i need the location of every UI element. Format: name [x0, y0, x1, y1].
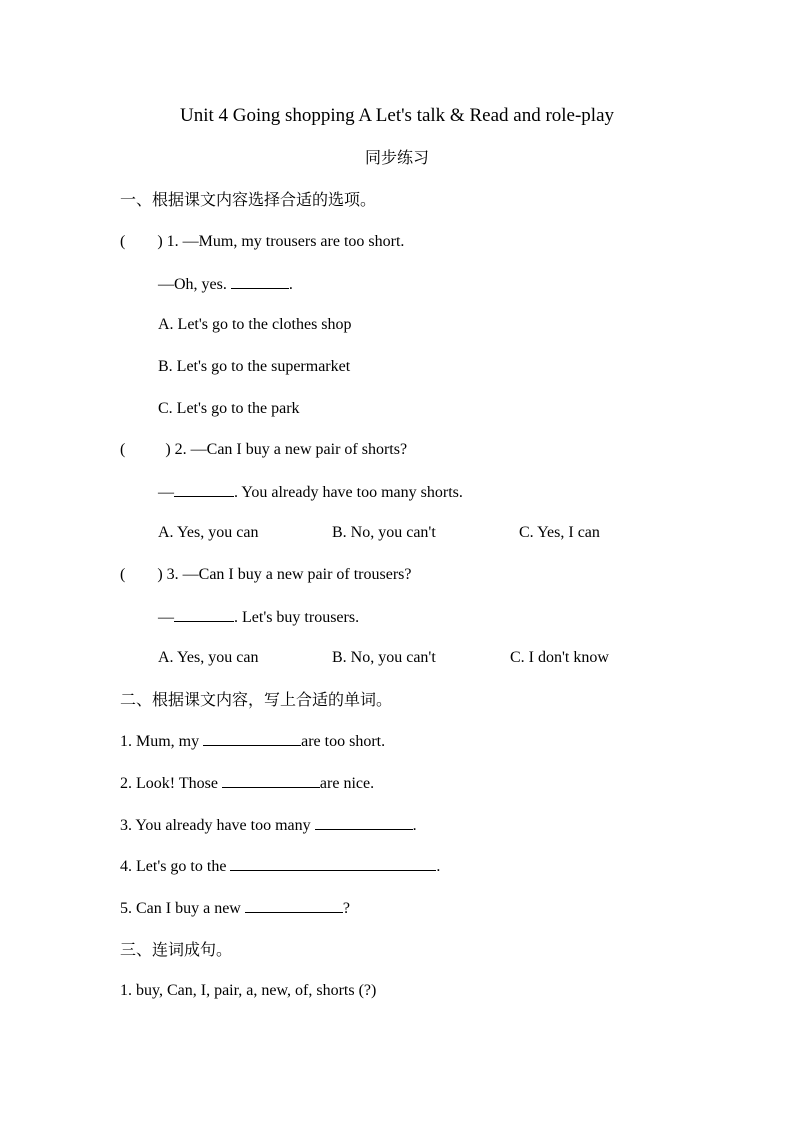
- fill-blank-4[interactable]: [230, 856, 436, 871]
- q3-option-a: A. Yes, you can: [158, 649, 259, 666]
- fill-item-4: [120, 856, 440, 877]
- q1-reply-suffix: .: [288, 276, 293, 293]
- q1-option-c: C. Let's go to the park: [158, 400, 300, 417]
- fill-blank-2[interactable]: [222, 773, 320, 788]
- fill-item-suffix: .: [412, 817, 417, 834]
- q3-reply-prefix: —: [158, 609, 174, 626]
- fill-item-1: [120, 731, 385, 752]
- fill-blank-3[interactable]: [315, 815, 413, 830]
- fill-item-prefix: 1. Mum, my: [120, 733, 204, 750]
- q3-answer-blank[interactable]: [174, 607, 234, 622]
- fill-item-5: [120, 898, 350, 919]
- q2-reply: [158, 482, 463, 503]
- page-title: Unit 4 Going shopping A Let's talk & Read and role-play: [179, 105, 615, 126]
- q1-question: ( ) 1. —Mum, my trousers are too short.: [120, 233, 405, 250]
- q3-question: ( ) 3. —Can I buy a new pair of trousers?: [120, 566, 412, 583]
- fill-item-prefix: 4. Let's go to the: [120, 858, 231, 875]
- section-2-heading: 二、根据课文内容，写上合适的单词。: [120, 690, 393, 709]
- q2-question: ( ) 2. —Can I buy a new pair of shorts?: [120, 441, 408, 458]
- section-3-heading: 三、连词成句。: [120, 940, 233, 959]
- q3-reply-suffix: . Let's buy trousers.: [234, 609, 360, 626]
- q1-option-a: A. Let's go to the clothes shop: [158, 316, 352, 333]
- fill-item-suffix: .: [436, 858, 441, 875]
- fill-item-prefix: 2. Look! Those: [120, 775, 222, 792]
- q1-answer-blank[interactable]: [231, 274, 289, 289]
- section-1-heading: 一、根据课文内容选择合适的选项。: [120, 190, 377, 209]
- fill-item-prefix: 3. You already have too many: [120, 817, 315, 834]
- fill-item-prefix: 5. Can I buy a new: [120, 900, 245, 917]
- q2-reply-suffix: . You already have too many shorts.: [234, 484, 463, 501]
- q2-option-a: A. Yes, you can: [158, 524, 259, 541]
- fill-item-suffix: ?: [342, 900, 350, 917]
- fill-item-2: [120, 773, 374, 794]
- fill-item-suffix: are nice.: [319, 775, 375, 792]
- q3-option-c: C. I don't know: [510, 649, 609, 666]
- q3-option-b: B. No, you can't: [332, 649, 436, 666]
- fill-item-suffix: are too short.: [301, 733, 386, 750]
- q2-option-b: B. No, you can't: [332, 524, 436, 541]
- q1-option-b: B. Let's go to the supermarket: [158, 358, 351, 375]
- fill-blank-1[interactable]: [203, 731, 301, 746]
- q1-reply-prefix: —Oh, yes.: [158, 276, 231, 293]
- fill-blank-5[interactable]: [245, 898, 343, 913]
- q2-answer-blank[interactable]: [174, 482, 234, 497]
- q2-option-c: C. Yes, I can: [519, 524, 600, 541]
- reorder-item-1: 1. buy, Can, I, pair, a, new, of, shorts (?): [120, 982, 377, 999]
- q2-reply-prefix: —: [158, 484, 174, 501]
- q3-reply: [158, 607, 359, 628]
- q1-reply: [158, 274, 293, 295]
- fill-item-3: [120, 815, 417, 836]
- page-subtitle: 同步练习: [364, 148, 429, 167]
